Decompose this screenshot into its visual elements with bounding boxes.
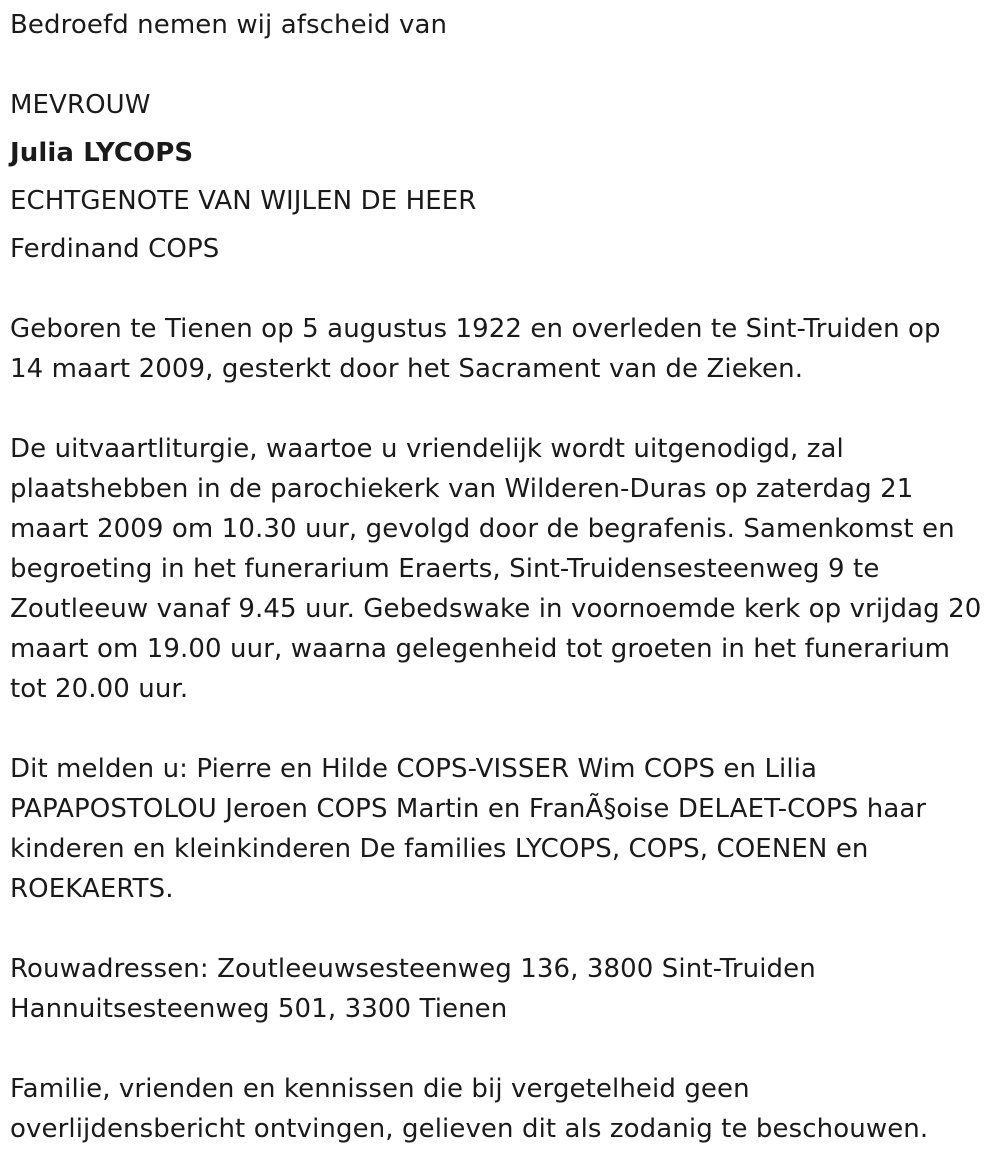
paragraph-line: Familie, vrienden en kennissen die bij vergetelheid geen [10, 1074, 750, 1104]
intro-text: Bedroefd nemen wij afscheid van [10, 10, 448, 40]
paragraph-line: begroeting in het funerarium Eraerts, Sint-Truidensesteenweg 9 te [10, 554, 880, 584]
honorific-title: MEVROUW [10, 90, 151, 120]
paragraph-line: De uitvaartliturgie, waartoe u vriendelijk wordt uitgenodigd, zal [10, 434, 844, 464]
paragraph-line: ROEKAERTS. [10, 874, 174, 904]
paragraph-line: maart om 19.00 uur, waarna gelegenheid tot groeten in het funerarium [10, 634, 951, 664]
paragraph-line: plaatshebben in de parochiekerk van Wilderen-Duras op zaterdag 21 [10, 474, 914, 504]
deceased-name: Julia LYCOPS [10, 138, 194, 168]
paragraph-line: maart 2009 om 10.30 uur, gevolgd door de begrafenis. Samenkomst en [10, 514, 955, 544]
announcers-paragraph [10, 749, 995, 909]
paragraph-line: Rouwadressen: Zoutleeuwsesteenweg 136, 3800 Sint-Truiden [10, 954, 816, 984]
paragraph-line: Hannuitsesteenweg 501, 3300 Tienen [10, 994, 508, 1024]
paragraph-line: PAPAPOSTOLOU Jeroen COPS Martin en FranÃ§oise DELAET-COPS haar [10, 794, 927, 824]
paragraph-line: Dit melden u: Pierre en Hilde COPS-VISSER Wim COPS en Lilia [10, 754, 818, 784]
paragraph-line: Geboren te Tienen op 5 augustus 1922 en overleden te Sint-Truiden op [10, 314, 941, 344]
addresses-paragraph [10, 949, 995, 1029]
paragraph-line: 14 maart 2009, gesterkt door het Sacrament van de Zieken. [10, 354, 804, 384]
closing-paragraph [10, 1069, 995, 1149]
paragraph-line: tot 20.00 uur. [10, 674, 189, 704]
spouse-name: Ferdinand COPS [10, 234, 220, 264]
birth-death-paragraph [10, 309, 995, 389]
spouse-label: ECHTGENOTE VAN WIJLEN DE HEER [10, 186, 477, 216]
paragraph-line: overlijdensbericht ontvingen, gelieven dit als zodanig te beschouwen. [10, 1114, 929, 1144]
ceremony-paragraph [10, 429, 995, 709]
paragraph-line: kinderen en kleinkinderen De families LYCOPS, COPS, COENEN en [10, 834, 869, 864]
paragraph-line: Zoutleeuw vanaf 9.45 uur. Gebedswake in voornoemde kerk op vrijdag 20 [10, 594, 982, 624]
